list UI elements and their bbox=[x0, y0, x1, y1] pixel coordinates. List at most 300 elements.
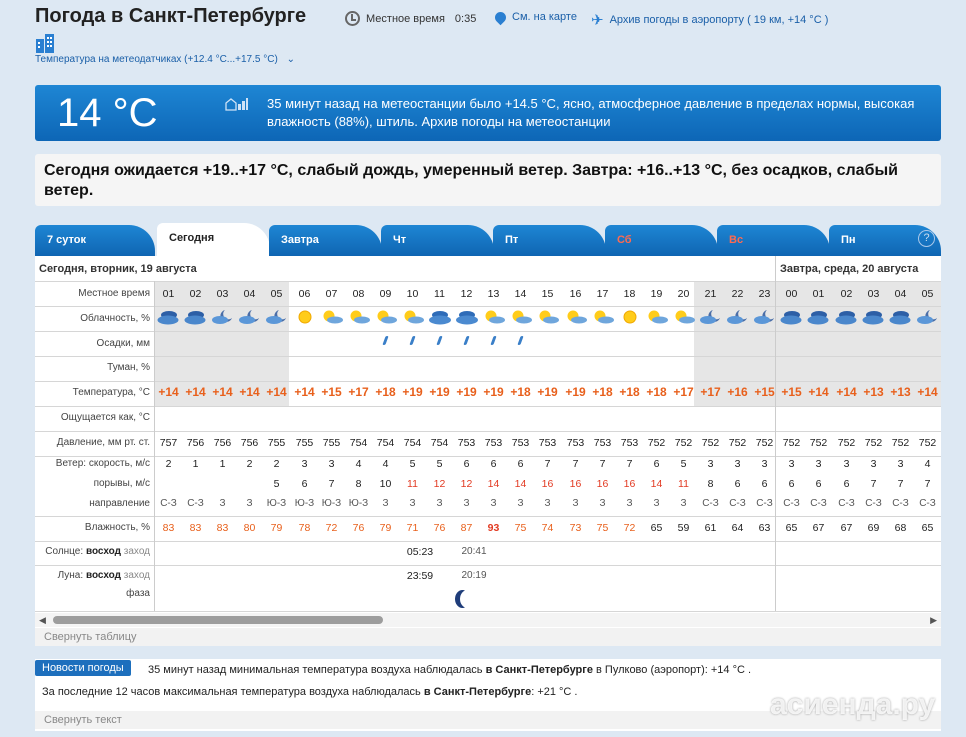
pressure-cell: 756 bbox=[240, 437, 259, 449]
hour-cell: 17 bbox=[596, 288, 609, 300]
temp-cell: +18 bbox=[510, 385, 531, 399]
sun-cloud-icon bbox=[564, 308, 588, 326]
temp-cell: +17 bbox=[700, 385, 721, 399]
row-label-precip: Осадки, мм bbox=[96, 338, 150, 349]
temp-cell: +15 bbox=[321, 385, 342, 399]
sun-cloud-icon bbox=[591, 308, 615, 326]
temp-cell: +14 bbox=[917, 385, 938, 399]
row-divider bbox=[35, 565, 941, 566]
wind-cell: 7 bbox=[544, 458, 551, 470]
row-label-moon bbox=[35, 570, 150, 581]
moonset-time: 20:19 bbox=[461, 570, 487, 581]
news-line-1-city: в Санкт-Петербурге bbox=[485, 664, 593, 676]
wind-cell: 5 bbox=[436, 458, 443, 470]
wind-cell: 5 bbox=[680, 458, 687, 470]
forecast-summary: Сегодня ожидается +19..+17 °C, слабый дождь, умеренный ветер. Завтра: +16..+13 °C, без осадков, слабый ветер. bbox=[35, 154, 941, 206]
gust-cell: 14 bbox=[650, 478, 663, 490]
pressure-cell: 756 bbox=[213, 437, 232, 449]
hour-cell: 02 bbox=[840, 288, 853, 300]
moonrise-label: восход bbox=[85, 570, 121, 581]
direction-cell: З bbox=[626, 498, 633, 509]
hour-cell: 02 bbox=[189, 288, 202, 300]
pressure-cell: 753 bbox=[538, 437, 557, 449]
pressure-cell: 754 bbox=[403, 437, 422, 449]
tab-thu[interactable]: Чт bbox=[381, 225, 494, 256]
cloud-night-icon bbox=[807, 308, 831, 326]
hour-cell: 05 bbox=[921, 288, 934, 300]
gust-cell: 16 bbox=[541, 478, 554, 490]
wind-cell: 3 bbox=[734, 458, 741, 470]
gust-cell: 14 bbox=[487, 478, 500, 490]
airport-link[interactable] bbox=[591, 11, 828, 29]
humidity-cell: 79 bbox=[270, 522, 283, 534]
pressure-cell: 753 bbox=[511, 437, 530, 449]
temp-cell: +14 bbox=[239, 385, 260, 399]
tab-fri[interactable]: Пт bbox=[493, 225, 606, 256]
temp-cell: +14 bbox=[808, 385, 829, 399]
scroll-right-icon[interactable]: ▶ bbox=[930, 615, 937, 625]
direction-cell: С-З bbox=[702, 498, 719, 509]
temp-cell: +14 bbox=[294, 385, 315, 399]
temp-cell: +19 bbox=[402, 385, 423, 399]
gust-cell: 8 bbox=[355, 478, 362, 490]
wind-cell: 3 bbox=[870, 458, 877, 470]
row-label-cloud: Облачность, % bbox=[80, 313, 150, 324]
pressure-cell: 752 bbox=[864, 437, 883, 449]
building-icon bbox=[35, 33, 55, 53]
direction-cell: З bbox=[490, 498, 497, 509]
pressure-cell: 752 bbox=[674, 437, 693, 449]
direction-cell: С-З bbox=[810, 498, 827, 509]
temp-cell: +13 bbox=[863, 385, 884, 399]
row-label-humidity: Влажность, % bbox=[84, 522, 150, 533]
rain-drop-icon bbox=[436, 336, 442, 345]
sun-cloud-icon bbox=[645, 308, 669, 326]
moon-phase-icon bbox=[460, 590, 475, 608]
cloud-night-icon bbox=[780, 308, 804, 326]
direction-cell: З bbox=[219, 498, 226, 509]
direction-cell: С-З bbox=[160, 498, 177, 509]
cloud-night-icon bbox=[835, 308, 859, 326]
humidity-cell: 83 bbox=[216, 522, 229, 534]
tab-7-days[interactable]: 7 суток bbox=[35, 225, 155, 256]
hour-cell: 07 bbox=[325, 288, 338, 300]
hour-cell: 13 bbox=[487, 288, 500, 300]
pressure-cell: 752 bbox=[837, 437, 856, 449]
gust-cell: 7 bbox=[897, 478, 904, 490]
current-temperature: 14 °C bbox=[57, 91, 158, 135]
scrollbar-thumb[interactable] bbox=[53, 616, 383, 624]
row-label-direction: направление bbox=[89, 498, 150, 509]
sun-cloud-icon bbox=[374, 308, 398, 326]
row-divider bbox=[35, 331, 941, 332]
pressure-cell: 752 bbox=[782, 437, 801, 449]
humidity-cell: 83 bbox=[162, 522, 175, 534]
direction-cell: С-З bbox=[783, 498, 800, 509]
temp-cell: +14 bbox=[266, 385, 287, 399]
wind-cell: 1 bbox=[219, 458, 226, 470]
wind-cell: 3 bbox=[301, 458, 308, 470]
pressure-cell: 754 bbox=[376, 437, 395, 449]
row-label-time: Местное время bbox=[78, 288, 150, 299]
cloud-icon bbox=[455, 308, 479, 326]
news-line-2-text: За последние 12 часов максимальная температура воздуха наблюдалась bbox=[42, 686, 424, 698]
hour-cell: 04 bbox=[894, 288, 907, 300]
row-divider bbox=[35, 406, 941, 407]
temp-cell: +14 bbox=[158, 385, 179, 399]
direction-cell: З bbox=[680, 498, 687, 509]
gust-cell: 8 bbox=[707, 478, 714, 490]
moonset-label: заход bbox=[123, 570, 150, 581]
row-divider bbox=[35, 306, 941, 307]
gust-cell: 6 bbox=[301, 478, 308, 490]
column-divider bbox=[154, 281, 155, 611]
hour-cell: 04 bbox=[243, 288, 256, 300]
row-label-sun bbox=[35, 546, 150, 557]
direction-cell: З bbox=[653, 498, 660, 509]
moonrise-time: 23:59 bbox=[406, 570, 434, 582]
sun-cloud-icon bbox=[672, 308, 696, 326]
day1-header: Сегодня, вторник, 19 августа bbox=[39, 263, 197, 275]
wind-cell: 4 bbox=[924, 458, 931, 470]
airport-link-label[interactable]: Архив погоды в аэропорту ( 19 км, +14 °C ) bbox=[609, 14, 829, 26]
hour-cell: 15 bbox=[541, 288, 554, 300]
hour-cell: 19 bbox=[650, 288, 663, 300]
wind-cell: 4 bbox=[355, 458, 362, 470]
direction-cell: З bbox=[382, 498, 389, 509]
horizontal-scrollbar[interactable] bbox=[35, 613, 941, 627]
hour-cell: 21 bbox=[704, 288, 717, 300]
pressure-cell: 752 bbox=[647, 437, 666, 449]
pressure-cell: 752 bbox=[809, 437, 828, 449]
partly-night-icon bbox=[916, 308, 940, 326]
row-label-pressure: Давление, мм рт. ст. bbox=[56, 437, 150, 448]
news-line-1-text: 35 минут назад минимальная температура воздуха наблюдалась bbox=[148, 664, 486, 676]
page-title: Погода в Санкт-Петербурге bbox=[35, 5, 307, 27]
humidity-cell: 72 bbox=[325, 522, 338, 534]
moon-label: Луна: bbox=[57, 570, 84, 581]
pressure-cell: 755 bbox=[267, 437, 286, 449]
row-divider bbox=[35, 611, 941, 612]
pressure-cell: 756 bbox=[186, 437, 205, 449]
map-link-label[interactable]: См. на карте bbox=[512, 11, 577, 23]
hour-cell: 05 bbox=[270, 288, 283, 300]
temp-cell: +14 bbox=[185, 385, 206, 399]
wind-cell: 3 bbox=[707, 458, 714, 470]
gust-cell: 7 bbox=[870, 478, 877, 490]
direction-cell: Ю-З bbox=[348, 498, 369, 509]
gust-cell: 16 bbox=[569, 478, 582, 490]
humidity-cell: 63 bbox=[758, 522, 771, 534]
gust-cell: 12 bbox=[433, 478, 446, 490]
humidity-cell: 65 bbox=[785, 522, 798, 534]
row-divider bbox=[35, 431, 941, 432]
temp-cell: +15 bbox=[754, 385, 775, 399]
tab-tomorrow[interactable]: Завтра bbox=[269, 225, 382, 256]
humidity-cell: 93 bbox=[487, 522, 500, 534]
rain-drop-icon bbox=[382, 336, 388, 345]
news-line-2-city: в Санкт-Петербурге bbox=[423, 686, 532, 698]
rain-drop-icon bbox=[517, 336, 523, 345]
humidity-cell: 76 bbox=[352, 522, 365, 534]
humidity-cell: 67 bbox=[812, 522, 825, 534]
cloud-night-icon bbox=[889, 308, 913, 326]
sun-icon bbox=[293, 308, 317, 326]
sunset-label: заход bbox=[123, 546, 150, 557]
direction-cell: З bbox=[572, 498, 579, 509]
row-divider bbox=[35, 356, 941, 357]
tab-today[interactable]: Сегодня bbox=[157, 223, 270, 256]
temp-cell: +17 bbox=[348, 385, 369, 399]
news-line-2 bbox=[42, 686, 578, 698]
temp-cell: +14 bbox=[836, 385, 857, 399]
wind-cell: 6 bbox=[463, 458, 470, 470]
pressure-cell: 752 bbox=[891, 437, 910, 449]
sun-cloud-icon bbox=[509, 308, 533, 326]
sun-cloud-icon bbox=[401, 308, 425, 326]
sun-cloud-icon bbox=[536, 308, 560, 326]
partly-night-icon bbox=[699, 308, 723, 326]
temp-cell: +18 bbox=[646, 385, 667, 399]
pressure-cell: 754 bbox=[349, 437, 368, 449]
humidity-cell: 61 bbox=[704, 522, 717, 534]
partly-night-icon bbox=[753, 308, 777, 326]
hourly-forecast-table bbox=[35, 256, 941, 628]
pressure-cell: 752 bbox=[755, 437, 774, 449]
temp-cell: +19 bbox=[483, 385, 504, 399]
humidity-cell: 73 bbox=[569, 522, 582, 534]
temp-cell: +19 bbox=[456, 385, 477, 399]
hour-cell: 06 bbox=[298, 288, 311, 300]
cloud-night-icon bbox=[184, 308, 208, 326]
wind-cell: 1 bbox=[192, 458, 199, 470]
sensors-link-label[interactable]: Температура на метеодатчиках (+12.4 °C...+17.5 °C) bbox=[35, 54, 278, 65]
direction-cell: З bbox=[544, 498, 551, 509]
temp-cell: +15 bbox=[781, 385, 802, 399]
humidity-cell: 67 bbox=[840, 522, 853, 534]
temp-cell: +19 bbox=[537, 385, 558, 399]
pressure-cell: 752 bbox=[701, 437, 720, 449]
news-line-1-tail: в Пулково (аэропорт): +14 °C . bbox=[592, 664, 752, 676]
wind-cell: 7 bbox=[572, 458, 579, 470]
gust-cell: 6 bbox=[843, 478, 850, 490]
direction-cell: З bbox=[409, 498, 416, 509]
wind-cell: 3 bbox=[761, 458, 768, 470]
humidity-cell: 68 bbox=[894, 522, 907, 534]
temp-cell: +13 bbox=[890, 385, 911, 399]
map-pin-icon bbox=[493, 9, 509, 25]
row-label-gusts: порывы, м/с bbox=[93, 478, 150, 489]
news-line-2-tail: : +21 °C . bbox=[531, 686, 578, 698]
pressure-cell: 753 bbox=[457, 437, 476, 449]
help-icon[interactable]: ? bbox=[918, 230, 935, 247]
sun-label: Солнце: bbox=[45, 546, 84, 557]
humidity-cell: 71 bbox=[406, 522, 419, 534]
wind-cell: 6 bbox=[653, 458, 660, 470]
humidity-cell: 69 bbox=[867, 522, 880, 534]
pressure-cell: 752 bbox=[918, 437, 937, 449]
rain-drop-icon bbox=[409, 336, 415, 345]
direction-cell: З bbox=[517, 498, 524, 509]
map-link[interactable] bbox=[495, 11, 577, 23]
gust-cell: 6 bbox=[788, 478, 795, 490]
gust-cell: 10 bbox=[379, 478, 392, 490]
row-divider bbox=[35, 516, 941, 517]
direction-cell: С-З bbox=[756, 498, 773, 509]
hour-cell: 01 bbox=[812, 288, 825, 300]
row-divider bbox=[35, 381, 941, 382]
hour-cell: 12 bbox=[460, 288, 473, 300]
wind-cell: 4 bbox=[382, 458, 389, 470]
wind-cell: 6 bbox=[490, 458, 497, 470]
gust-cell: 16 bbox=[596, 478, 609, 490]
humidity-cell: 65 bbox=[650, 522, 663, 534]
day2-header: Завтра, среда, 20 августа bbox=[780, 263, 919, 275]
pressure-cell: 757 bbox=[159, 437, 178, 449]
wind-cell: 3 bbox=[328, 458, 335, 470]
humidity-cell: 87 bbox=[460, 522, 473, 534]
hour-cell: 03 bbox=[867, 288, 880, 300]
row-divider bbox=[35, 281, 941, 282]
hour-cell: 14 bbox=[514, 288, 527, 300]
cloud-icon bbox=[428, 308, 452, 326]
partly-night-icon bbox=[726, 308, 750, 326]
humidity-cell: 72 bbox=[623, 522, 636, 534]
tab-sun[interactable]: Вс bbox=[717, 225, 830, 256]
gust-cell: 7 bbox=[328, 478, 335, 490]
wind-cell: 3 bbox=[815, 458, 822, 470]
current-weather-panel bbox=[35, 85, 941, 141]
local-time-label: Местное время bbox=[366, 12, 445, 25]
humidity-cell: 79 bbox=[379, 522, 392, 534]
pressure-cell: 755 bbox=[322, 437, 341, 449]
direction-cell: С-З bbox=[865, 498, 882, 509]
weather-station-icon bbox=[225, 97, 249, 111]
hour-cell: 16 bbox=[569, 288, 582, 300]
row-label-fog: Туман, % bbox=[107, 362, 150, 373]
wind-cell: 5 bbox=[409, 458, 416, 470]
pressure-cell: 755 bbox=[295, 437, 314, 449]
day-tabs bbox=[35, 223, 941, 256]
pressure-cell: 753 bbox=[566, 437, 585, 449]
hour-cell: 22 bbox=[731, 288, 744, 300]
hour-cell: 03 bbox=[216, 288, 229, 300]
row-divider bbox=[35, 456, 941, 457]
hour-cell: 18 bbox=[623, 288, 636, 300]
gust-cell: 5 bbox=[273, 478, 280, 490]
pressure-cell: 754 bbox=[430, 437, 449, 449]
hour-cell: 23 bbox=[758, 288, 771, 300]
sun-cloud-icon bbox=[482, 308, 506, 326]
temp-cell: +19 bbox=[565, 385, 586, 399]
scroll-left-icon[interactable]: ◀ bbox=[39, 615, 46, 625]
news-badge: Новости погоды bbox=[35, 660, 131, 676]
wind-cell: 6 bbox=[517, 458, 524, 470]
hour-cell: 10 bbox=[406, 288, 419, 300]
direction-cell: З bbox=[436, 498, 443, 509]
row-label-temp: Температура, °C bbox=[72, 387, 150, 398]
direction-cell: З bbox=[463, 498, 470, 509]
collapse-text-button[interactable]: Свернуть текст bbox=[35, 711, 941, 729]
tab-mon[interactable]: Пн bbox=[829, 225, 941, 256]
humidity-cell: 65 bbox=[921, 522, 934, 534]
collapse-table-button[interactable]: Свернуть таблицу bbox=[35, 628, 941, 646]
cloud-night-icon bbox=[862, 308, 886, 326]
gust-cell: 14 bbox=[514, 478, 527, 490]
temp-cell: +17 bbox=[673, 385, 694, 399]
direction-cell: С-З bbox=[892, 498, 909, 509]
hour-cell: 00 bbox=[785, 288, 798, 300]
pressure-cell: 753 bbox=[484, 437, 503, 449]
gust-cell: 12 bbox=[460, 478, 473, 490]
row-divider bbox=[35, 541, 941, 542]
gust-cell: 6 bbox=[815, 478, 822, 490]
humidity-cell: 64 bbox=[731, 522, 744, 534]
rain-drop-icon bbox=[463, 336, 469, 345]
humidity-cell: 59 bbox=[677, 522, 690, 534]
clock-icon bbox=[345, 11, 360, 26]
row-label-phase: фаза bbox=[126, 588, 150, 599]
partly-night-icon bbox=[238, 308, 262, 326]
gust-cell: 6 bbox=[761, 478, 768, 490]
hour-cell: 09 bbox=[379, 288, 392, 300]
sunrise-label: восход bbox=[85, 546, 121, 557]
temp-cell: +14 bbox=[212, 385, 233, 399]
sensors-link[interactable] bbox=[35, 54, 295, 65]
temp-cell: +18 bbox=[592, 385, 613, 399]
wind-cell: 3 bbox=[897, 458, 904, 470]
tab-sat[interactable]: Сб bbox=[605, 225, 718, 256]
humidity-cell: 80 bbox=[243, 522, 256, 534]
humidity-cell: 75 bbox=[596, 522, 609, 534]
direction-cell: С-З bbox=[919, 498, 936, 509]
pressure-cell: 752 bbox=[728, 437, 747, 449]
wind-cell: 7 bbox=[599, 458, 606, 470]
gust-cell: 7 bbox=[924, 478, 931, 490]
hour-cell: 20 bbox=[677, 288, 690, 300]
hour-cell: 01 bbox=[162, 288, 175, 300]
gust-cell: 16 bbox=[623, 478, 636, 490]
humidity-cell: 74 bbox=[541, 522, 554, 534]
temp-cell: +19 bbox=[429, 385, 450, 399]
current-weather-text[interactable]: 35 минут назад на метеостанции было +14.5 °C, ясно, атмосферное давление в пределах нормы, высокая влажность (88%), штиль. Архив погоды на метеостанции bbox=[267, 96, 915, 129]
wind-cell: 3 bbox=[788, 458, 795, 470]
column-divider bbox=[775, 256, 776, 611]
watermark: асиенда.ру bbox=[770, 688, 936, 721]
temp-cell: +18 bbox=[619, 385, 640, 399]
wind-cell: 2 bbox=[273, 458, 280, 470]
local-time-value: 0:35 bbox=[454, 12, 477, 25]
wind-cell: 3 bbox=[843, 458, 850, 470]
plane-icon: ✈ bbox=[591, 12, 604, 29]
temp-cell: +16 bbox=[727, 385, 748, 399]
direction-cell: С-З bbox=[838, 498, 855, 509]
sun-icon bbox=[618, 308, 642, 326]
direction-cell: С-З bbox=[187, 498, 204, 509]
chevron-down-icon[interactable]: ⌄ bbox=[286, 54, 295, 65]
hour-cell: 08 bbox=[352, 288, 365, 300]
hour-cell: 11 bbox=[434, 288, 445, 300]
pressure-cell: 753 bbox=[620, 437, 639, 449]
cloud-night-icon bbox=[157, 308, 181, 326]
humidity-cell: 76 bbox=[433, 522, 446, 534]
sunset-time: 20:41 bbox=[461, 546, 487, 557]
news-line-1 bbox=[148, 664, 751, 676]
gust-cell: 11 bbox=[678, 478, 689, 490]
humidity-cell: 75 bbox=[514, 522, 527, 534]
direction-cell: З bbox=[599, 498, 606, 509]
sun-cloud-icon bbox=[320, 308, 344, 326]
